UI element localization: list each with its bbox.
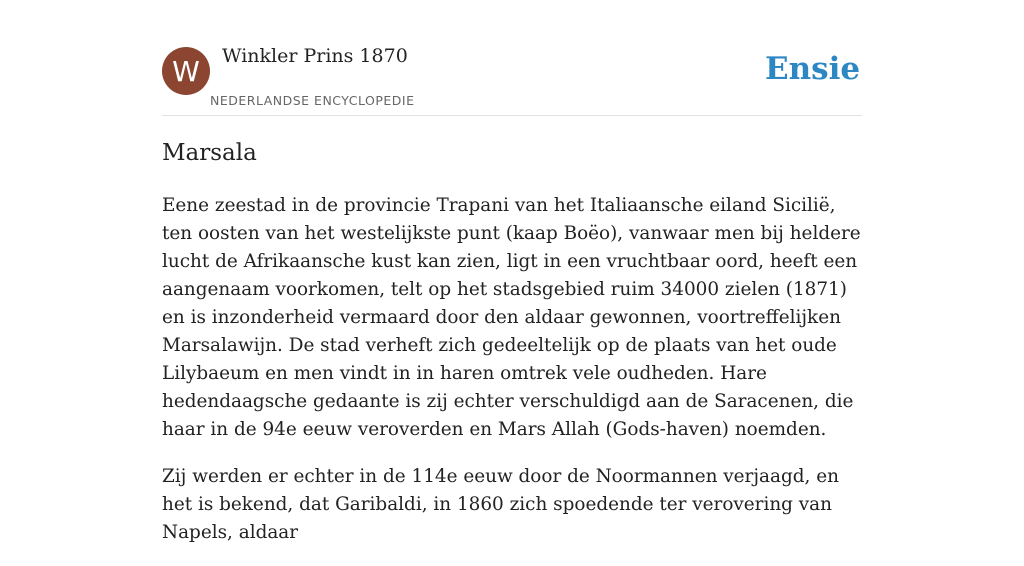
article-paragraph: Eene zeestad in de provincie Trapani van het Italiaansche eiland Sicilië, ten oosten van het westelijkste punt (kaap Boëo), vanwaar men bij heldere lucht de Afrikaansche kust kan zien, ligt in een vruchtbaar oord, heeft een aangenaam voorkomen, telt op het stadsgebied ruim 34000 zielen (1871) en is inzonderheid vermaard door den aldaar gewonnen, voortreffelijken Marsalawijn. De stad verheft zich gedeeltelijk op de plaats van het oude Lilybaeum en men vindt in in haren omtrek vele oudheden. Hare hedendaagsche gedaante is zij echter verschuldigd aan de Saracenen, die haar in de 94e eeuw veroverden en Mars Allah (Gods-haven) noemden. <box>162 195 861 440</box>
page-title: Marsala <box>162 140 257 166</box>
header-divider <box>162 115 862 116</box>
source-avatar[interactable]: W <box>162 47 210 95</box>
article-paragraph: Zij werden er echter in de 114e eeuw door de Noormannen verjaagd, en het is bekend, dat Garibaldi, in 1860 zich spoedende ter verovering van Napels, aldaar <box>162 466 839 543</box>
source-title[interactable]: Winkler Prins 1870 <box>222 45 408 67</box>
source-subtitle: NEDERLANDSE ENCYCLOPEDIE <box>210 93 415 108</box>
article-body <box>162 192 862 566</box>
ensie-logo[interactable]: Ensie <box>765 51 861 87</box>
